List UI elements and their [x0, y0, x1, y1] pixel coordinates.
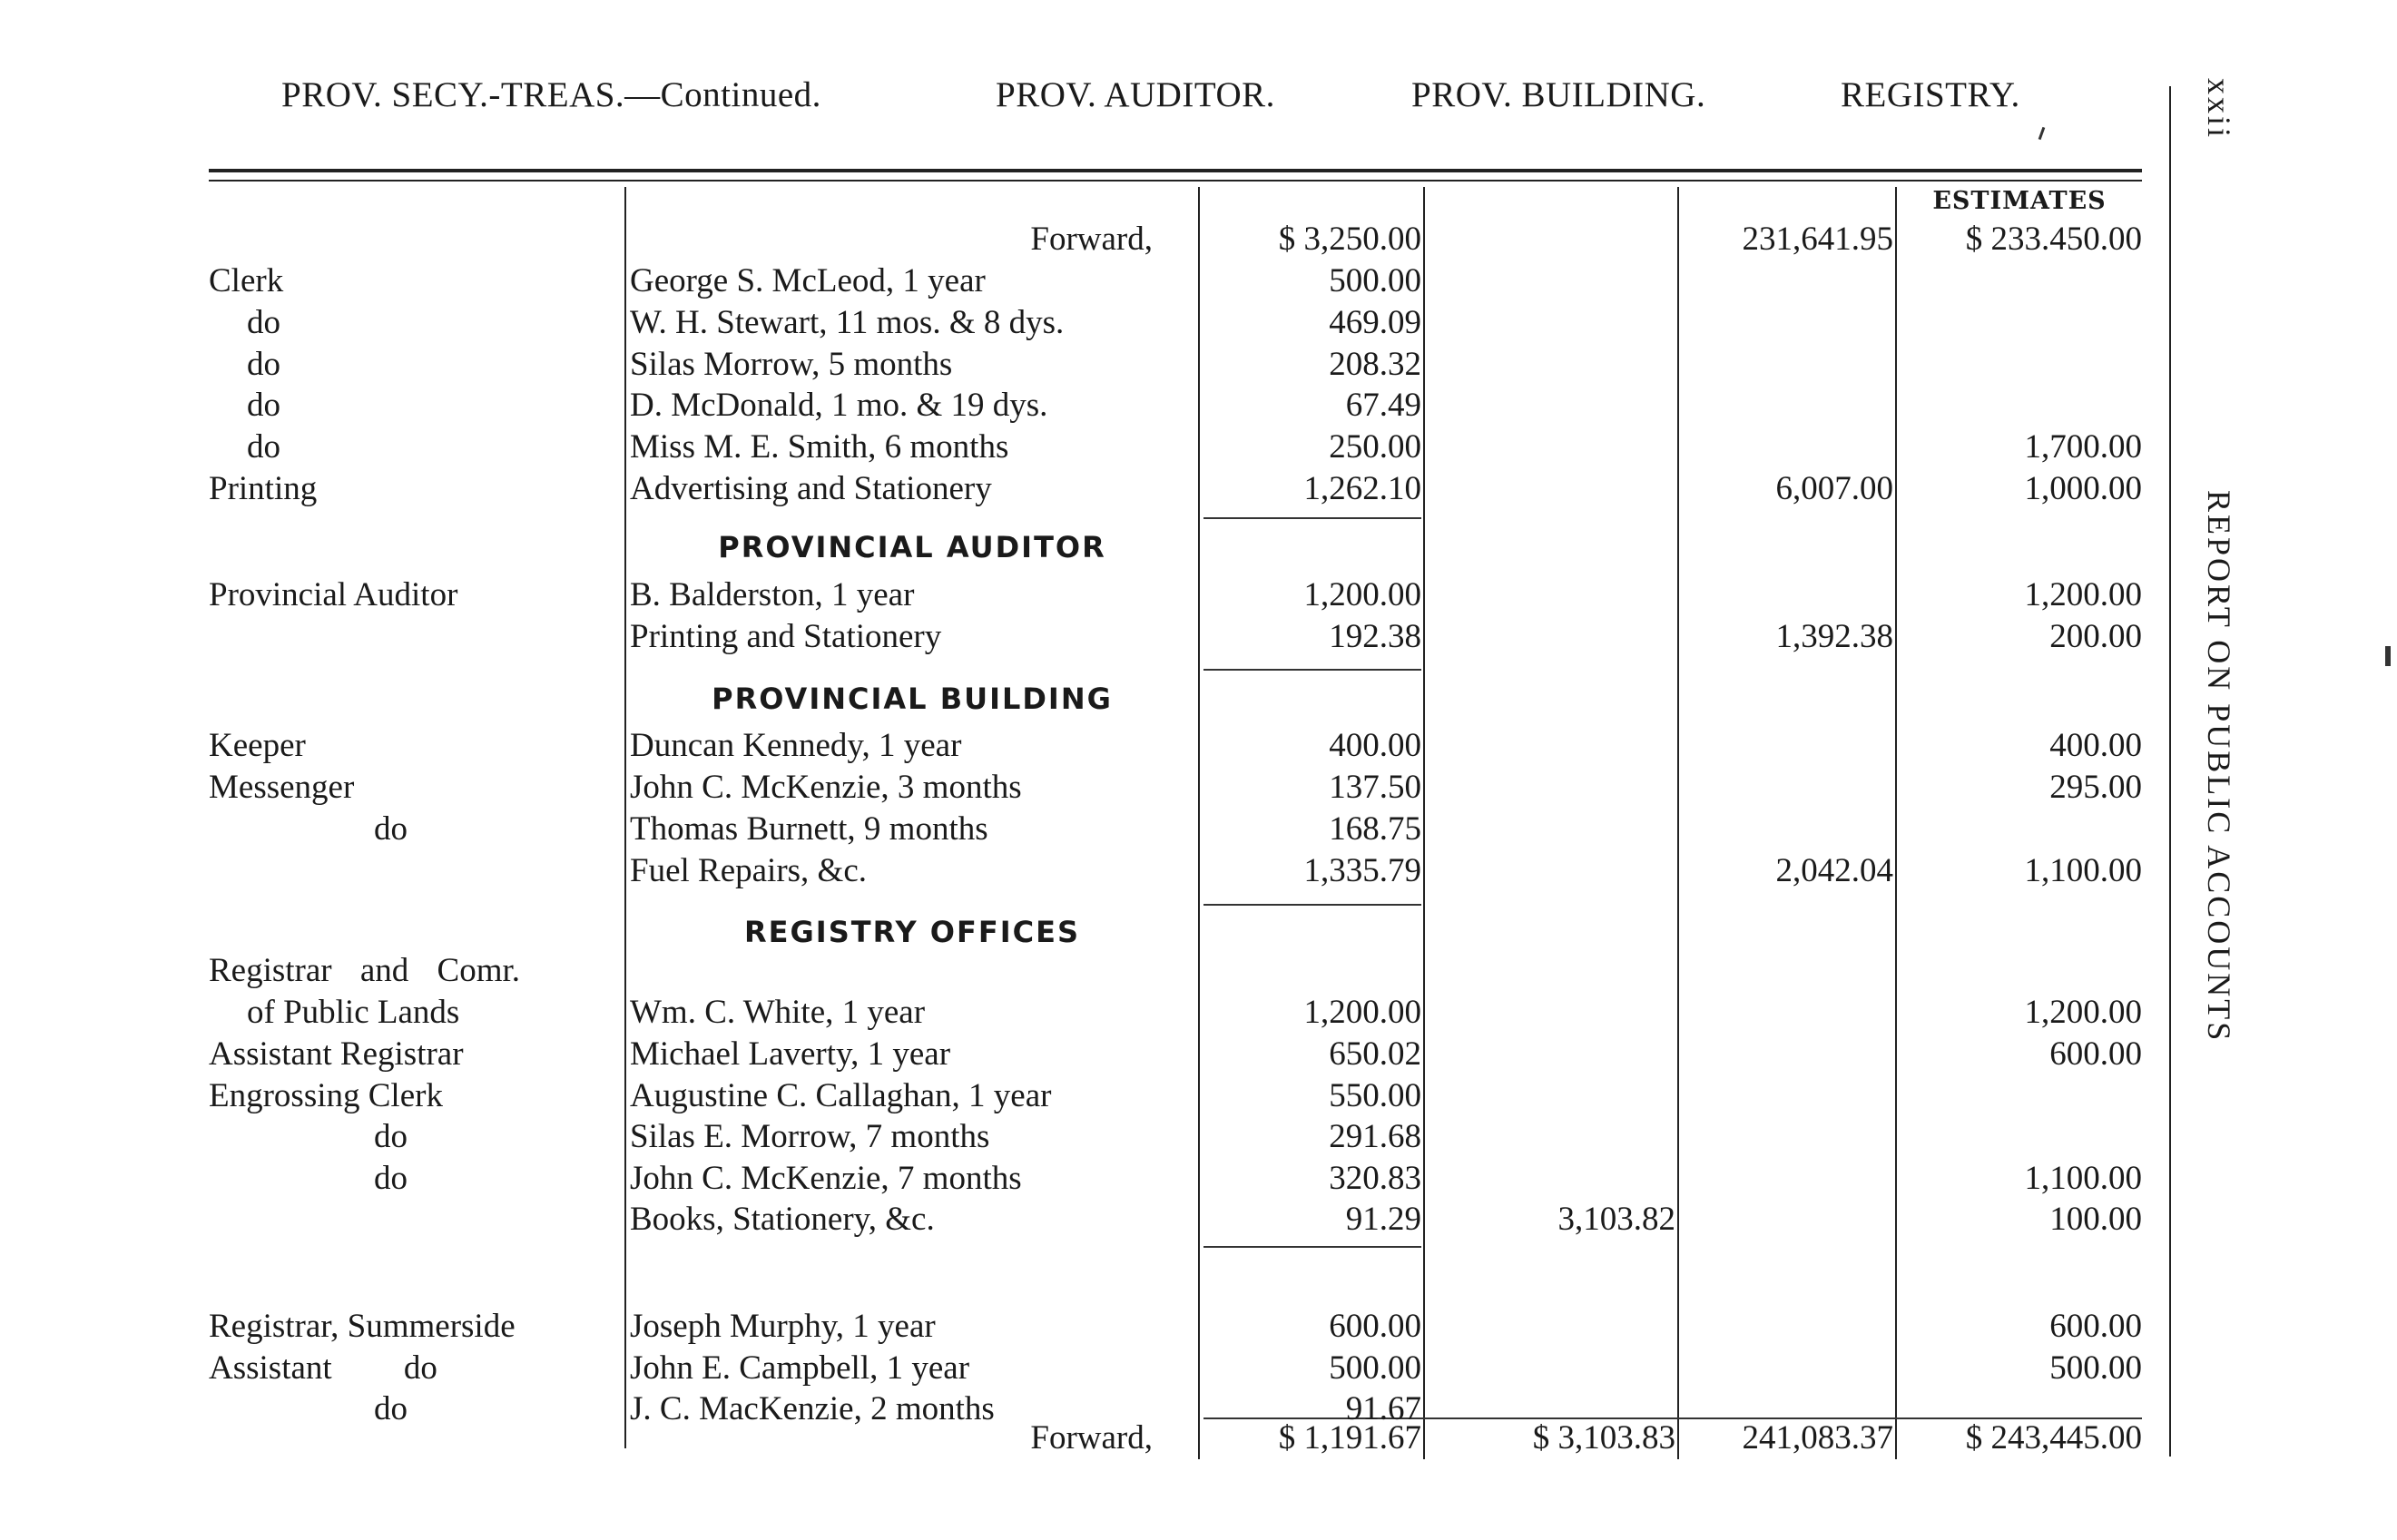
column-rule — [1198, 187, 1200, 1459]
row-estimate: 100.00 — [2049, 1201, 2142, 1238]
row-label: Engrossing Clerk — [209, 1077, 443, 1114]
row-name: John C. McKenzie, 7 months — [630, 1160, 1022, 1197]
row-amount: 67.49 — [1345, 387, 1421, 424]
subtotal-rule — [1203, 904, 1421, 906]
column-rule — [1895, 187, 1897, 1459]
subtotal-rule — [1203, 669, 1421, 671]
row-name: Duncan Kennedy, 1 year — [630, 727, 962, 764]
row-amount: $ 1,191.67 — [1278, 1419, 1421, 1457]
row-estimate: 1,200.00 — [2024, 576, 2142, 613]
header-rule-thin — [209, 180, 2142, 181]
row-estimate: 295.00 — [2049, 769, 2142, 806]
row-estimate: 200.00 — [2049, 618, 2142, 655]
row-label: Provincial Auditor — [209, 576, 458, 613]
row-amount: 469.09 — [1329, 304, 1421, 341]
row-amount: 550.00 — [1329, 1077, 1421, 1114]
row-name: W. H. Stewart, 11 mos. & 8 dys. — [630, 304, 1065, 341]
row-amount: 91.67 — [1345, 1390, 1421, 1427]
row-label: do — [374, 1390, 408, 1427]
header-prov-building: PROV. BUILDING. — [1411, 75, 1706, 114]
row-total: 1,392.38 — [1775, 618, 1893, 655]
row-total: 2,042.04 — [1775, 852, 1893, 889]
section-heading-registry: REGISTRY OFFICES — [744, 915, 1080, 949]
row-amount: 91.29 — [1345, 1201, 1421, 1238]
subtotal-rule — [1203, 1246, 1421, 1248]
row-amount: 320.83 — [1329, 1160, 1421, 1197]
row-label: Keeper — [209, 727, 306, 764]
row-label: Printing — [209, 470, 318, 507]
row-total: 231,641.95 — [1742, 221, 1893, 258]
column-rule — [624, 187, 626, 1448]
row-estimate: 400.00 — [2049, 727, 2142, 764]
row-name: Forward, — [1030, 1419, 1153, 1457]
row-amount: 168.75 — [1329, 810, 1421, 848]
row-estimate: 1,700.00 — [2024, 428, 2142, 466]
row-estimate: 600.00 — [2049, 1308, 2142, 1345]
row-amount: 192.38 — [1329, 618, 1421, 655]
row-label: Assistant Registrar — [209, 1035, 464, 1073]
section-heading-building: PROVINCIAL BUILDING — [712, 682, 1113, 716]
row-total: 241,083.37 — [1742, 1419, 1893, 1457]
row-amount: 650.02 — [1329, 1035, 1421, 1073]
row-total: 6,007.00 — [1775, 470, 1893, 507]
row-name: D. McDonald, 1 mo. & 19 dys. — [630, 387, 1048, 424]
row-name: Joseph Murphy, 1 year — [630, 1308, 936, 1345]
row-label: Assistant do — [209, 1349, 437, 1387]
row-estimate: 600.00 — [2049, 1035, 2142, 1073]
subtotal-rule — [1203, 517, 1421, 519]
row-label: of Public Lands — [247, 994, 460, 1031]
row-amount: 500.00 — [1329, 1349, 1421, 1387]
row-amount: 1,262.10 — [1303, 470, 1421, 507]
header-rule-thick — [209, 169, 2142, 172]
row-amount: 1,200.00 — [1303, 576, 1421, 613]
row-name: Wm. C. White, 1 year — [630, 994, 926, 1031]
row-label: Registrar, Summerside — [209, 1308, 516, 1345]
row-label: do — [247, 346, 280, 383]
row-name: John E. Campbell, 1 year — [630, 1349, 970, 1387]
page-number: xxii — [2201, 78, 2237, 141]
row-estimate: 1,100.00 — [2024, 1160, 2142, 1197]
row-estimate: $ 233.450.00 — [1965, 221, 2142, 258]
row-label: do — [247, 304, 280, 341]
row-amount: 500.00 — [1329, 262, 1421, 299]
row-name: Miss M. E. Smith, 6 months — [630, 428, 1009, 466]
row-amount: 1,335.79 — [1303, 852, 1421, 889]
row-name: Advertising and Stationery — [630, 470, 992, 507]
row-estimate: 500.00 — [2049, 1349, 2142, 1387]
column-rule — [1677, 187, 1679, 1459]
row-label: do — [247, 387, 280, 424]
row-name: Printing and Stationery — [630, 618, 942, 655]
scan-mark — [2038, 127, 2046, 140]
section-heading-auditor: PROVINCIAL AUDITOR — [718, 530, 1106, 564]
column-rule — [1423, 187, 1425, 1459]
row-name: Silas E. Morrow, 7 months — [630, 1118, 990, 1155]
row-name: Augustine C. Callaghan, 1 year — [630, 1077, 1052, 1114]
margin-rule — [2169, 86, 2171, 1457]
row-estimate: 1,000.00 — [2024, 470, 2142, 507]
row-name: George S. McLeod, 1 year — [630, 262, 986, 299]
page-header — [281, 74, 2097, 120]
row-amount: 208.32 — [1329, 346, 1421, 383]
row-label: Clerk — [209, 262, 284, 299]
row-amount: 137.50 — [1329, 769, 1421, 806]
row-name: J. C. MacKenzie, 2 months — [630, 1390, 995, 1427]
row-label: do — [247, 428, 280, 466]
row-subtotal: 3,103.82 — [1557, 1201, 1675, 1238]
row-name: Fuel Repairs, &c. — [630, 852, 868, 889]
row-amount: $ 3,250.00 — [1278, 221, 1421, 258]
row-name: Books, Stationery, &c. — [630, 1201, 935, 1238]
row-amount: 291.68 — [1329, 1118, 1421, 1155]
estimates-heading: ESTIMATES — [1932, 187, 2107, 215]
row-name: Silas Morrow, 5 months — [630, 346, 953, 383]
header-prov-secy-treas: PROV. SECY.-TREAS.—Continued. — [281, 75, 821, 114]
header-registry: REGISTRY. — [1841, 75, 2020, 114]
row-estimate: 1,200.00 — [2024, 994, 2142, 1031]
row-name: Forward, — [1030, 221, 1153, 258]
header-prov-auditor: PROV. AUDITOR. — [996, 75, 1275, 114]
row-label: do — [374, 1118, 408, 1155]
row-label: do — [374, 1160, 408, 1197]
row-amount: 1,200.00 — [1303, 994, 1421, 1031]
row-estimate: $ 243,445.00 — [1965, 1419, 2142, 1457]
row-amount: 250.00 — [1329, 428, 1421, 466]
row-name: Thomas Burnett, 9 months — [630, 810, 988, 848]
row-estimate: 1,100.00 — [2024, 852, 2142, 889]
row-name: B. Balderston, 1 year — [630, 576, 915, 613]
scan-mark — [2385, 646, 2391, 666]
row-amount: 400.00 — [1329, 727, 1421, 764]
row-amount: 600.00 — [1329, 1308, 1421, 1345]
row-label: do — [374, 810, 408, 848]
row-name: Michael Laverty, 1 year — [630, 1035, 951, 1073]
row-name: John C. McKenzie, 3 months — [630, 769, 1022, 806]
row-label: Messenger — [209, 769, 355, 806]
running-title: REPORT ON PUBLIC ACCOUNTS — [2201, 490, 2237, 1044]
row-label: Registrar and Comr. — [209, 952, 521, 989]
row-subtotal: $ 3,103.83 — [1532, 1419, 1675, 1457]
